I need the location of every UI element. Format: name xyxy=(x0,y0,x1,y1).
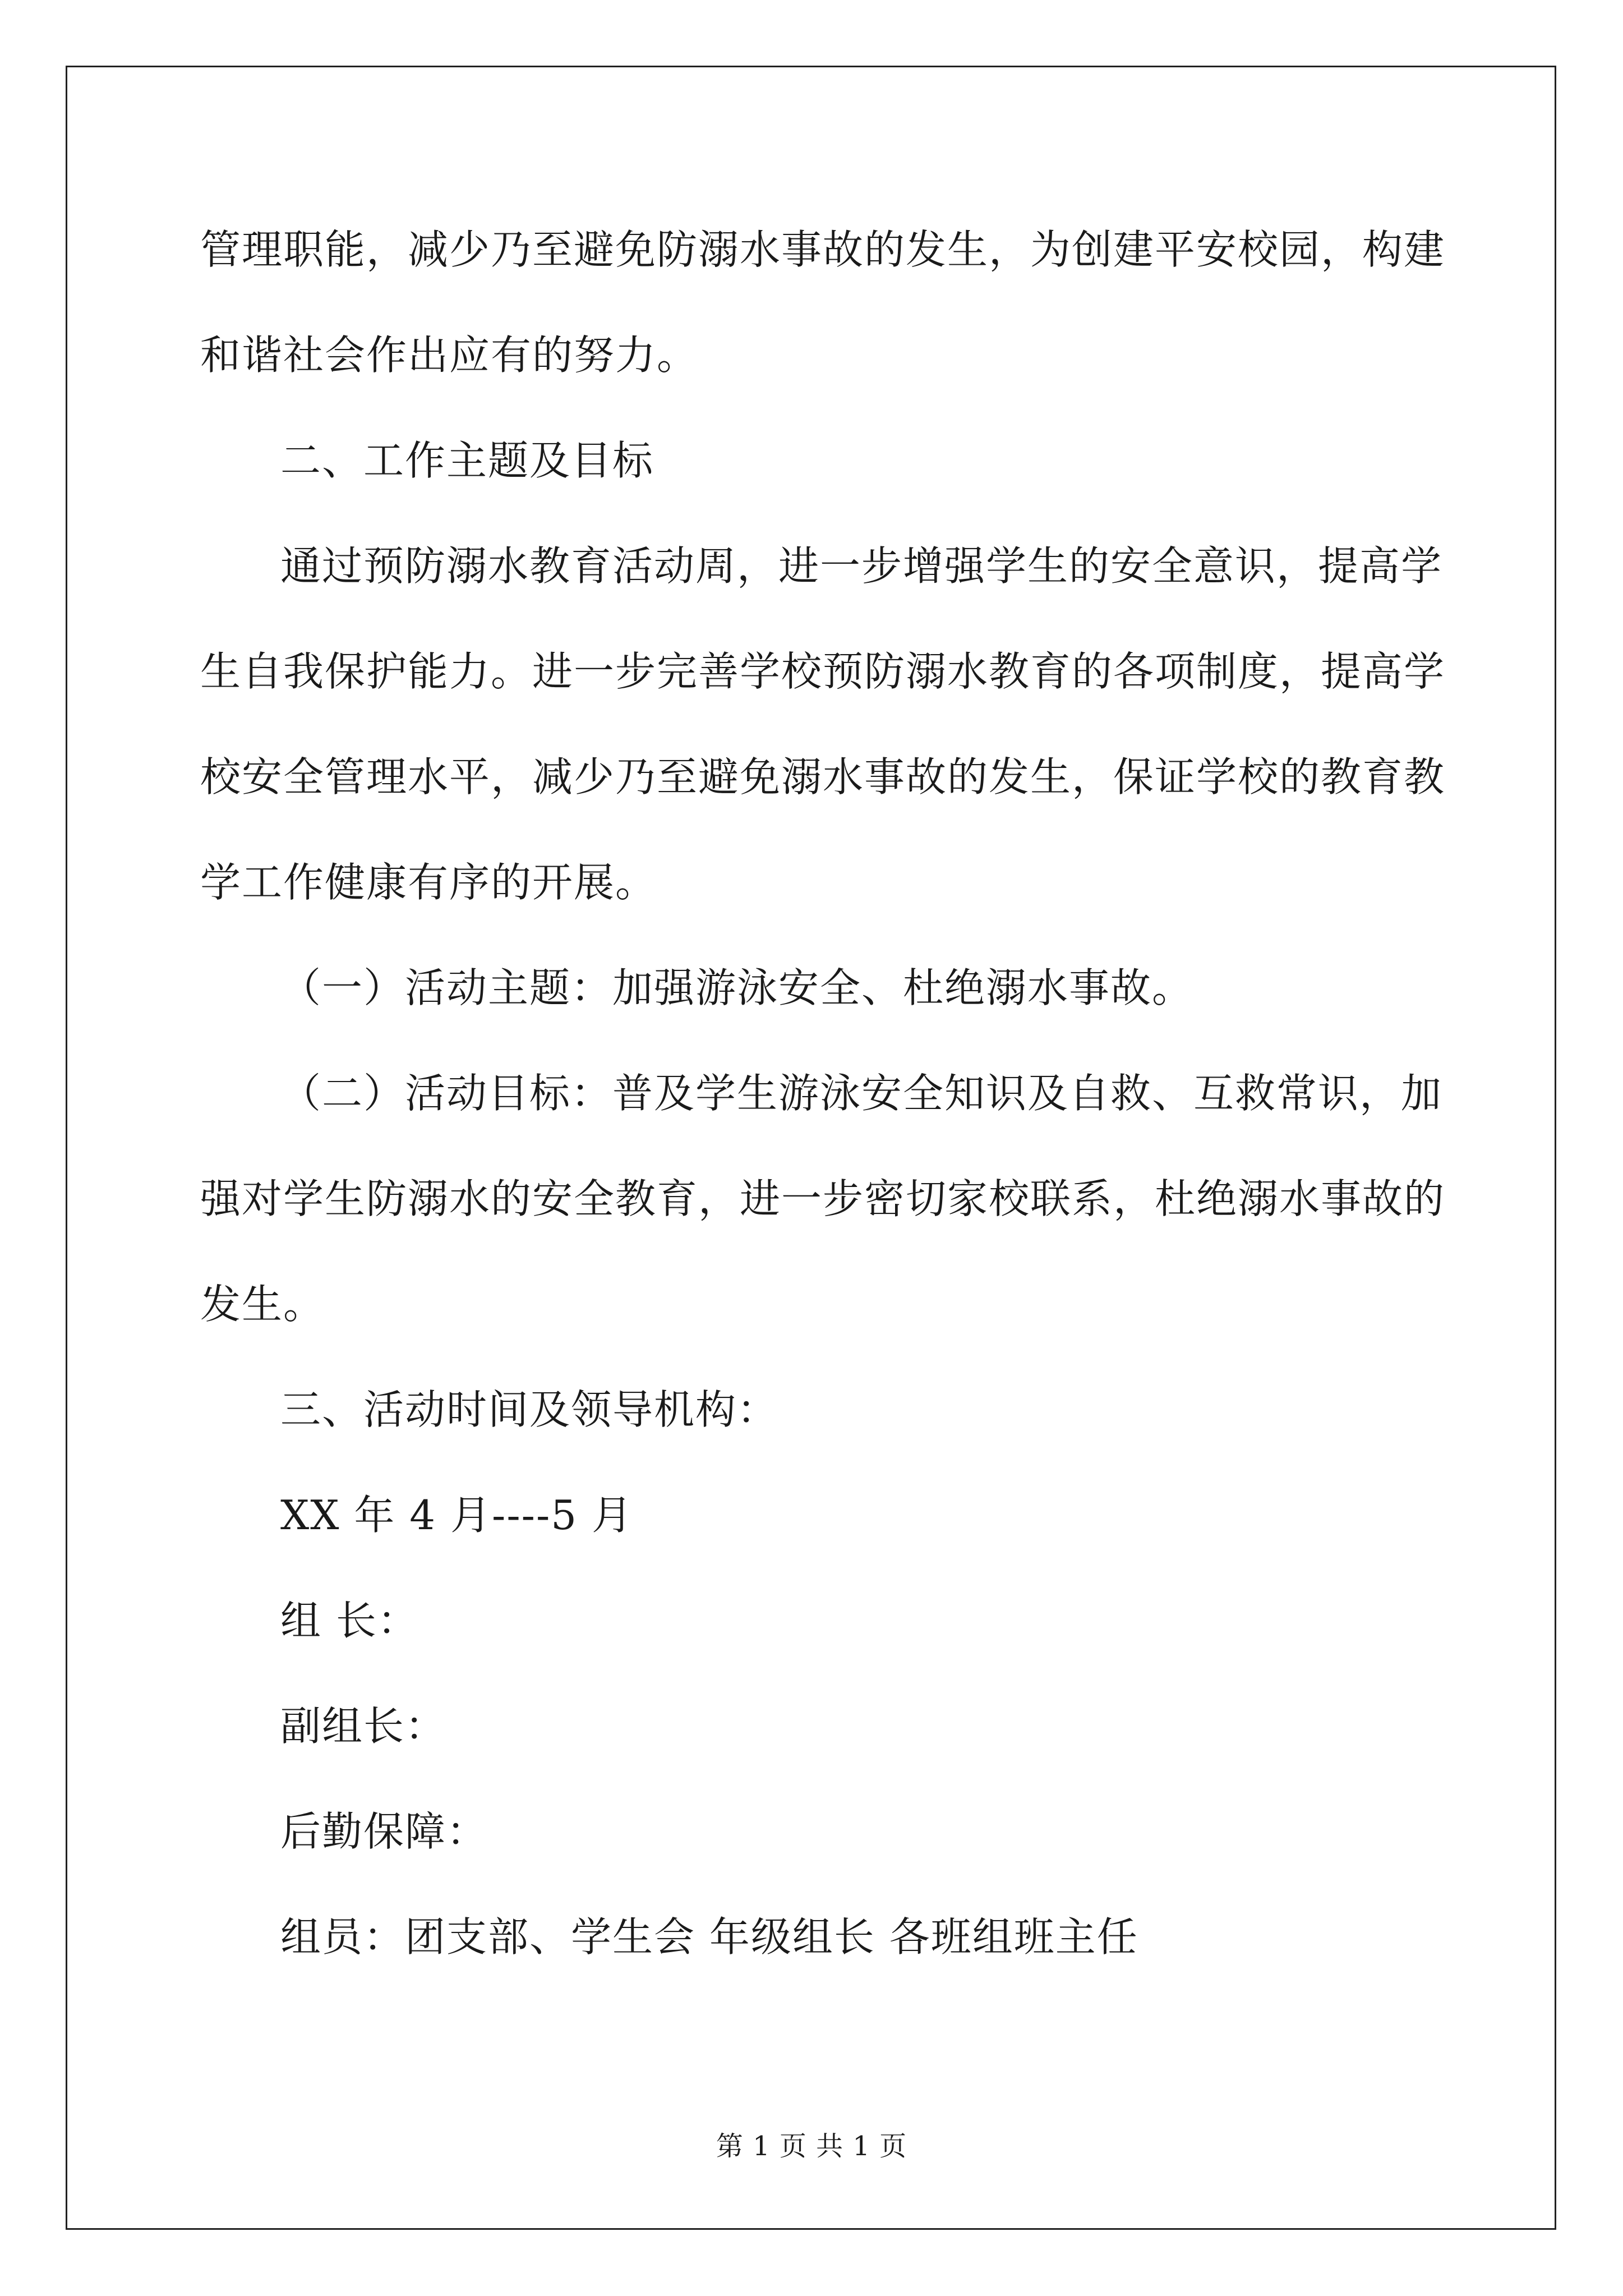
role-line: 后勤保障： xyxy=(280,1808,488,1855)
role-line: 组 长： xyxy=(280,1597,419,1644)
paragraph-line: 管理职能，减少乃至避免防溺水事故的发生，为创建平安校园，构建 xyxy=(200,226,1446,273)
paragraph-line: 通过预防溺水教育活动周，进一步增强学生的安全意识，提高学 xyxy=(280,542,1443,590)
paragraph-line: 和谐社会作出应有的努力。 xyxy=(200,332,699,379)
paragraph-line: 学工作健康有序的开展。 xyxy=(200,859,657,906)
section-heading: 二、工作主题及目标 xyxy=(280,437,654,484)
paragraph-line: 发生。 xyxy=(200,1281,325,1328)
paragraph-line: 强对学生防溺水的安全教育，进一步密切家校联系，杜绝溺水事故的 xyxy=(200,1175,1446,1222)
section-heading: 三、活动时间及领导机构： xyxy=(280,1386,779,1433)
paragraph-line: （二）活动目标：普及学生游泳安全知识及自救、互救常识，加 xyxy=(280,1070,1443,1117)
page-border xyxy=(66,66,1556,2230)
role-line: 副组长： xyxy=(280,1703,447,1750)
date-range: XX 年 4 月----5 月 xyxy=(280,1492,633,1539)
paragraph-line: 校安全管理水平，减少乃至避免溺水事故的发生，保证学校的教育教 xyxy=(200,753,1446,800)
page-footer: 第 1 页 共 1 页 xyxy=(716,2131,907,2162)
paragraph-line: 生自我保护能力。进一步完善学校预防溺水教育的各项制度，提高学 xyxy=(200,648,1446,695)
paragraph-line: （一）活动主题：加强游泳安全、杜绝溺水事故。 xyxy=(280,964,1194,1011)
role-line: 组员：团支部、学生会 年级组长 各班组班主任 xyxy=(280,1913,1138,1961)
